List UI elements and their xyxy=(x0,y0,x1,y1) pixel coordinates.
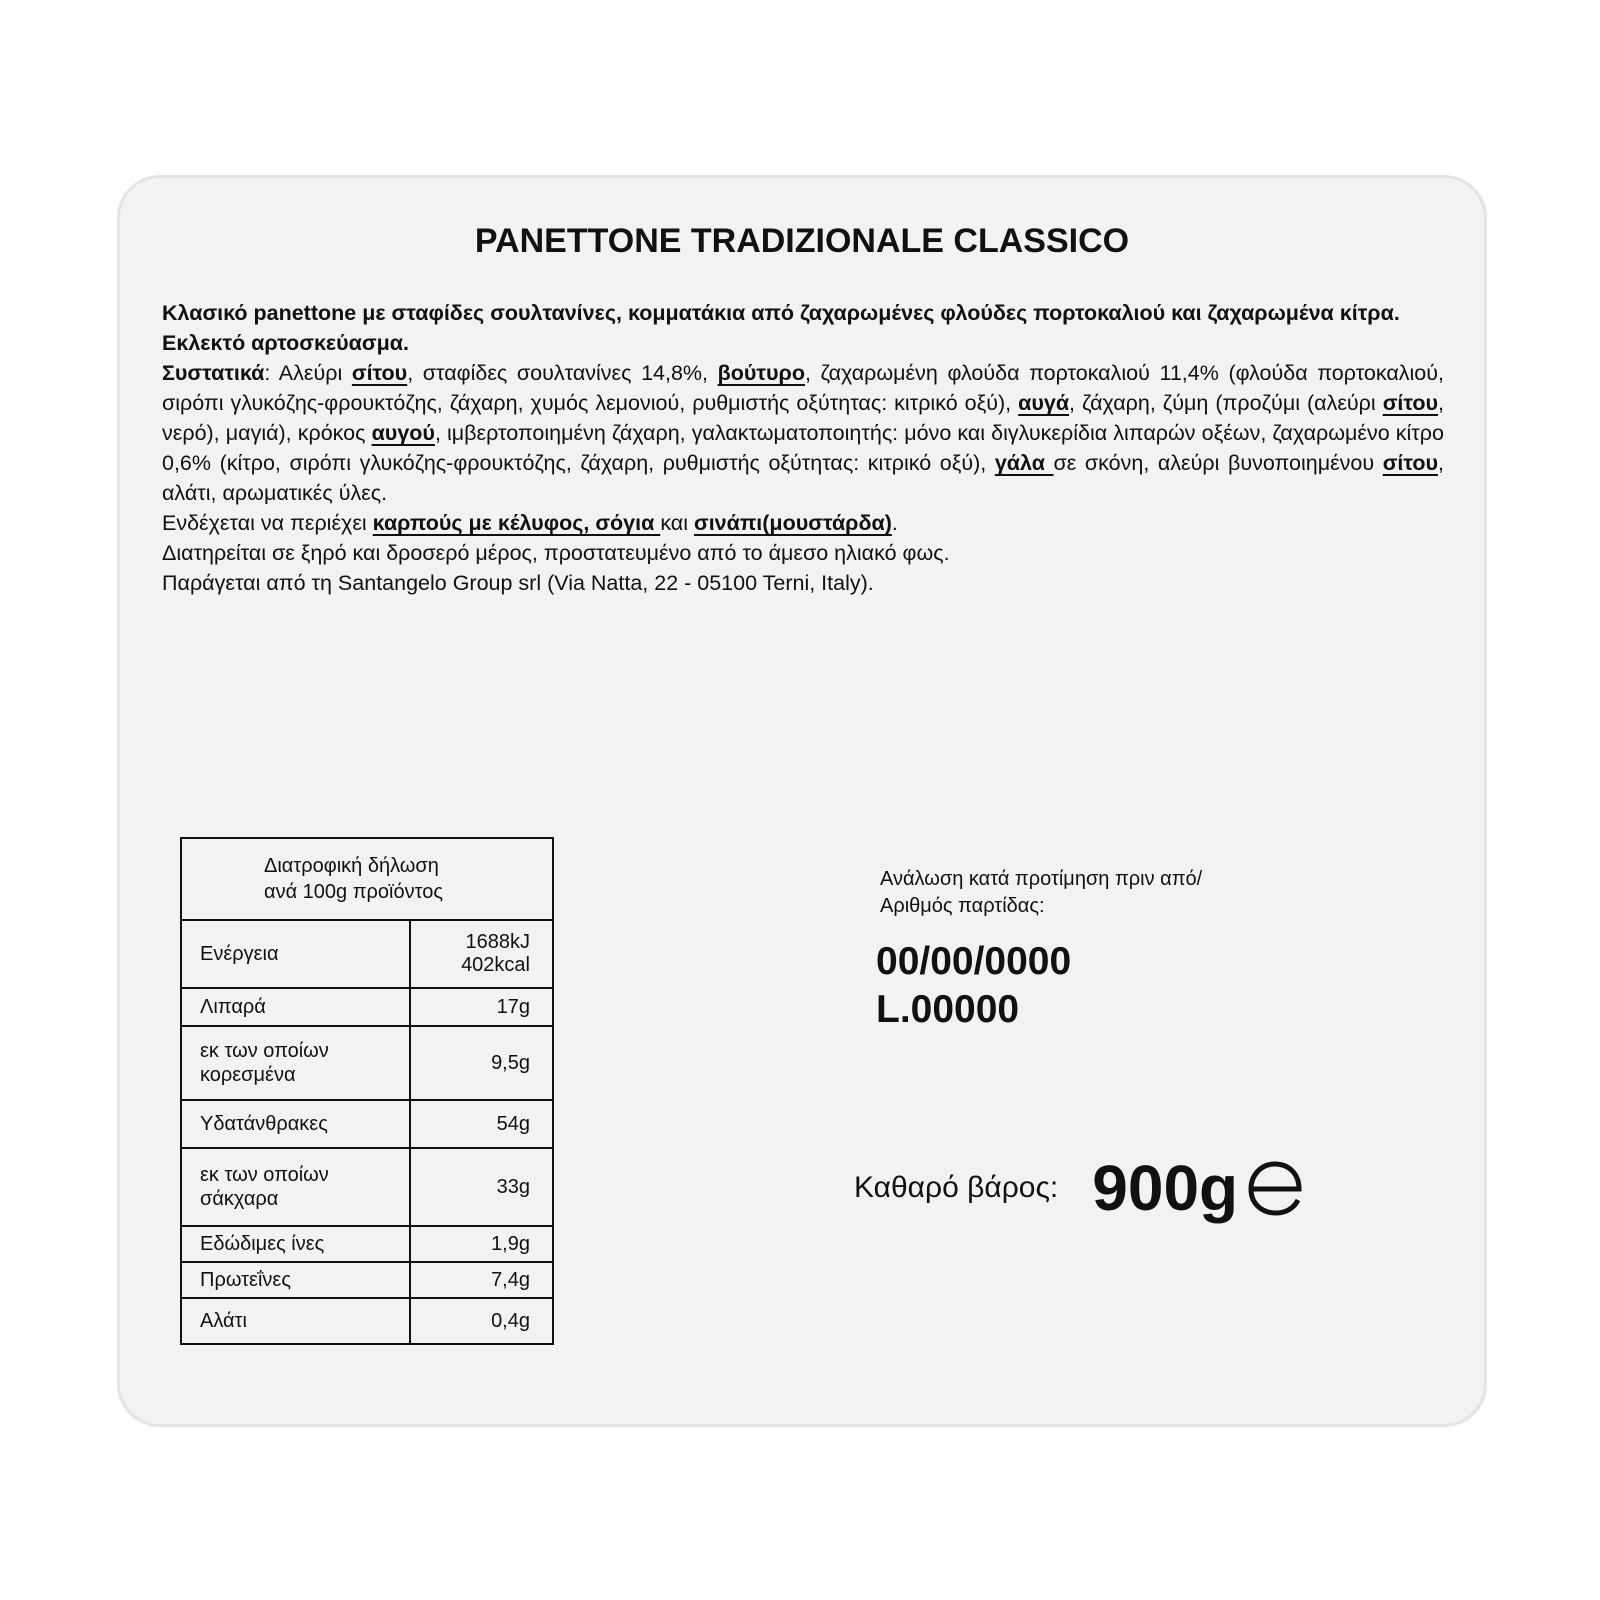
text-segment: , ζαχαρωμένη φλούδα πορτοκαλιού 11,4% (φλούδα πορτοκαλιού, σιρόπι γλυκόζης-φρουκτόζης, ζάχαρη, χυμός λεμονιού, ρυθμιστής οξύτητας: κιτρικό οξύ), xyxy=(162,361,1444,415)
text-segment: , σταφίδες σουλτανίνες 14,8%, xyxy=(407,361,718,385)
best-before-label xyxy=(880,866,1202,920)
nutrient-value: 33g xyxy=(410,1148,553,1226)
nutrient-name: Λιπαρά xyxy=(181,988,410,1026)
text-segment: και xyxy=(660,511,694,535)
net-weight xyxy=(854,1148,1304,1228)
ingredients-text xyxy=(162,358,1444,508)
storage-instructions: Διατηρείται σε ξηρό και δροσερό μέρος, προστατευμένο από το άμεσο ηλιακό φως. xyxy=(162,541,950,565)
net-weight-value: 900g xyxy=(1092,1152,1239,1224)
nutrient-name: εκ των οποίων σάκχαρα xyxy=(181,1148,410,1226)
text-segment: σε σκόνη, αλεύρι βυνοποιημένου xyxy=(1053,451,1383,475)
nutrition-row xyxy=(181,1298,553,1344)
text-segment: , νερό), μαγιά), κρόκος xyxy=(162,391,1444,445)
allergen-word: αυγά xyxy=(1018,391,1070,415)
lot-number-label: Αριθμός παρτίδας: xyxy=(880,895,1045,917)
text-segment: . xyxy=(891,511,898,535)
nutrition-row xyxy=(181,1226,553,1262)
net-weight-label: Καθαρό βάρος: xyxy=(854,1171,1059,1204)
allergen-word: γάλα xyxy=(994,451,1054,475)
allergen-word: σίτου xyxy=(1382,391,1439,415)
nutrition-row xyxy=(181,920,553,988)
nutrition-table xyxy=(180,837,554,1345)
nutrient-name: Εδώδιμες ίνες xyxy=(181,1226,410,1262)
nutrition-header-line1: Διατροφική δήλωση xyxy=(264,855,439,877)
product-description: Κλασικό panettone με σταφίδες σουλτανίνες, κομματάκια από ζαχαρωμένες φλούδες πορτοκαλιού και ζαχαρωμένα κίτρα. Εκλεκτό αρτοσκεύασμα. xyxy=(162,301,1400,355)
product-label xyxy=(120,178,1484,1424)
allergen-word: σίτου xyxy=(1382,451,1439,475)
text-segment: , αλάτι, αρωματικές ύλες. xyxy=(162,451,1445,505)
best-before-line1: Ανάλωση κατά προτίμηση πριν από/ xyxy=(880,868,1203,890)
nutrient-name: Υδατάνθρακες xyxy=(181,1100,410,1148)
allergen-notice xyxy=(162,508,1444,538)
nutrition-row xyxy=(181,1148,553,1226)
nutrition-table-header xyxy=(181,838,553,920)
nutrition-row xyxy=(181,1100,553,1148)
allergen-word: βούτυρο xyxy=(717,361,805,385)
producer-info: Παράγεται από τη Santangelo Group srl (Via Natta, 22 - 05100 Terni, Italy). xyxy=(162,571,874,595)
nutrient-value: 1,9g xyxy=(410,1226,553,1262)
date-lot-codes xyxy=(876,938,1071,1034)
allergen-word: σινάπι(μουστάρδα) xyxy=(693,511,892,535)
nutrition-row xyxy=(181,988,553,1026)
nutrient-name: Ενέργεια xyxy=(181,920,410,988)
text-segment: , ζάχαρη, ζύμη (προζύμι (αλεύρι xyxy=(1069,391,1383,415)
lot-number: L.00000 xyxy=(876,988,1020,1031)
nutrient-value: 7,4g xyxy=(410,1262,553,1298)
text-segment: : Αλεύρι xyxy=(264,361,352,385)
allergen-word: καρπούς με κέλυφος, σόγια xyxy=(372,511,661,535)
nutrient-name: Πρωτεΐνες xyxy=(181,1262,410,1298)
ingredients-heading: Συστατικά xyxy=(162,361,265,385)
product-title: PANETTONE TRADIZIONALE CLASSICO xyxy=(474,222,1130,260)
allergen-word: σίτου xyxy=(351,361,408,385)
allergen-word: αυγού xyxy=(371,421,435,445)
nutrient-name: εκ των οποίων κορεσμένα xyxy=(181,1026,410,1100)
nutrition-row xyxy=(181,1026,553,1100)
nutrient-value: 17g xyxy=(410,988,553,1026)
nutrient-value: 1688kJ 402kcal xyxy=(410,920,553,988)
nutrient-value: 9,5g xyxy=(410,1026,553,1100)
nutrition-header-line2: ανά 100g προϊόντος xyxy=(264,881,443,903)
label-text-block xyxy=(162,298,1444,598)
text-segment: Ενδέχεται να περιέχει xyxy=(162,511,373,535)
nutrient-name: Αλάτι xyxy=(181,1298,410,1344)
nutrient-value: 54g xyxy=(410,1100,553,1148)
nutrition-row xyxy=(181,1262,553,1298)
estimated-sign-icon xyxy=(1246,1159,1304,1217)
text-segment: , ιμβερτοποιημένη ζάχαρη, γαλακτωματοποιητής: μόνο και διγλυκερίδια λιπαρών οξέων, ζαχαρωμένο κίτρο 0,6% (κίτρο, σιρόπι γλυκόζης-φρουκτόζης, ζάχαρη, ρυθμιστής οξύτητας: κιτρικό οξύ), xyxy=(162,421,1444,475)
best-before-date: 00/00/0000 xyxy=(876,940,1072,983)
nutrient-value: 0,4g xyxy=(410,1298,553,1344)
